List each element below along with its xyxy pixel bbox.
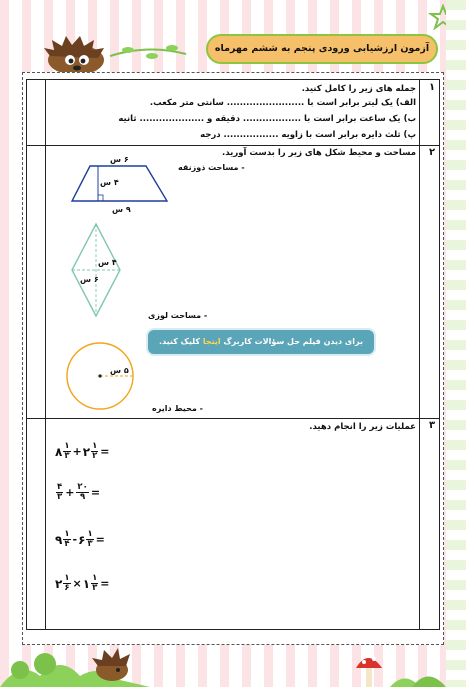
fill-in-line: ب) یک ساعت برابر است با .................. دقیقه و .................... ثانیه	[118, 114, 416, 124]
fill-in-line: الف) یک لیتر برابر است با ........................ سانتی متر مکعب.	[149, 98, 416, 108]
video-link-banner[interactable]	[146, 328, 376, 356]
math-expression	[55, 442, 111, 461]
math-expression	[55, 574, 111, 593]
row-divider	[27, 145, 439, 146]
circle-perimeter-label: - محیط دایره	[152, 404, 203, 413]
operator: +	[65, 486, 75, 499]
question-number: ۱	[428, 82, 436, 93]
whole-number: ۲	[82, 444, 91, 459]
fill-in-line: پ) ثلث دایره برابر است با زاویه ................. درجه	[200, 130, 416, 140]
grass-hedgehog-decoration	[0, 640, 150, 687]
row-divider	[27, 418, 439, 419]
question-number: ۲	[428, 147, 436, 158]
trapezoid-figure	[70, 164, 170, 204]
trapezoid-area-label: - مساحت ذوزنقه	[178, 163, 245, 172]
whole-number: ۸	[55, 444, 63, 459]
fraction: $\frac{۱}{۴}$	[64, 529, 70, 549]
banner-text: کلیک کنید.	[159, 337, 201, 346]
circle-figure	[64, 340, 136, 412]
equals-sign: =	[100, 577, 110, 590]
whole-number: ۹	[55, 532, 63, 547]
fraction: $\frac{۱}{۲}$	[92, 441, 98, 461]
whole-number: ۱	[82, 576, 91, 591]
operator: +	[72, 445, 82, 458]
rhombus-half-height: ۴ س	[98, 258, 117, 267]
math-expression	[55, 530, 106, 549]
hedgehog-decoration	[40, 36, 110, 76]
circle-radius: ۵ س	[110, 366, 129, 375]
rhombus-area-label: - مساحت لوزی	[148, 311, 208, 320]
exam-title: آزمون ارزشیابی ورودی پنجم به ششم مهرماه	[206, 34, 438, 64]
question-prompt: عملیات زیر را انجام دهید.	[309, 422, 416, 432]
operator: ×	[72, 577, 82, 590]
leaf-vine-decoration	[108, 42, 188, 64]
score-column-divider	[45, 80, 46, 629]
equals-sign: =	[100, 445, 110, 458]
fraction: $\frac{۴}{۳}$	[57, 482, 63, 502]
mushroom-decoration	[350, 648, 450, 687]
rhombus-half-width: ۶ س	[80, 275, 99, 284]
fraction: $\frac{۱}{۳}$	[92, 573, 98, 593]
math-expression	[55, 483, 101, 502]
operator: -	[72, 533, 78, 546]
whole-number: ۶	[78, 532, 86, 547]
question-prompt: مساحت و محیط شکل های زیر را بدست آورید.	[222, 148, 416, 158]
trapezoid-height-length: ۴ س	[100, 178, 119, 187]
video-link[interactable]: اینجا	[202, 337, 221, 346]
number-column-divider	[419, 80, 420, 629]
page-right-edge-stripe	[446, 0, 466, 687]
whole-number: ۲	[55, 576, 63, 591]
question-number: ۳	[428, 420, 436, 431]
equals-sign: =	[95, 533, 105, 546]
fraction: $\frac{۲۰}{۹}$	[77, 482, 88, 502]
banner-text: برای دیدن فیلم حل سؤالات کاربرگ	[223, 337, 363, 346]
rhombus-figure	[70, 222, 122, 318]
fraction: $\frac{۱}{۶}$	[64, 573, 70, 593]
equals-sign: =	[90, 486, 101, 499]
trapezoid-bottom-length: ۹ س	[112, 205, 131, 214]
fraction: $\frac{۱}{۳}$	[64, 441, 70, 461]
trapezoid-top-length: ۶ س	[110, 155, 129, 164]
fraction: $\frac{۱}{۳}$	[87, 529, 93, 549]
question-prompt: جمله های زیر را کامل کنید.	[301, 84, 416, 94]
